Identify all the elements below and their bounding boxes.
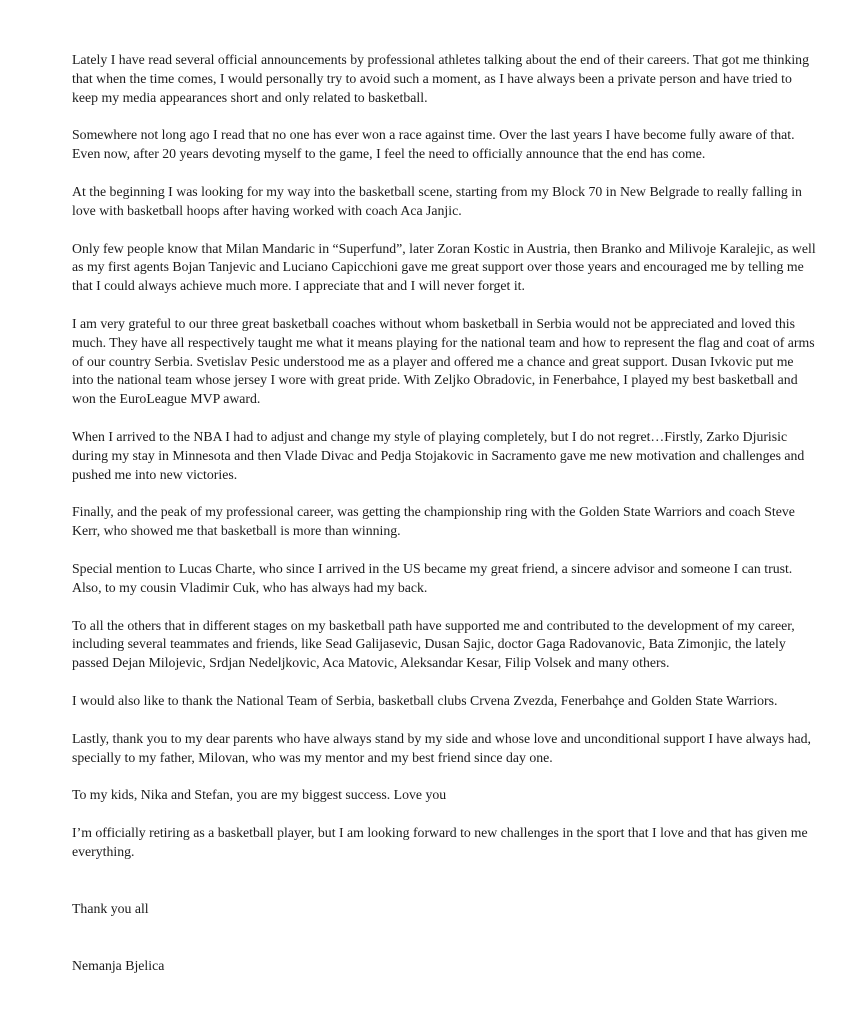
paragraph-clubs: I would also like to thank the National Team of Serbia, basketball clubs Crvena Zvezda, Fenerbahçe and Golden State Warriors.	[72, 692, 778, 708]
paragraph-parents: Lastly, thank you to my dear parents who have always stand by my side and whose love and unconditional support I have always had, specially to my father, Milovan, who was my mentor and my best friend since day one.	[72, 730, 811, 765]
paragraph-nba: When I arrived to the NBA I had to adjust and change my style of playing completely, but I do not regret…Firstly, Zarko Djurisic during my stay in Minnesota and then Vlade Divac and Pedja Stojakovic in Sacramento gave me new motivation and challenges and pushed me into new victories.	[72, 428, 805, 482]
paragraph-retirement-intro: Lately I have read several official announcements by professional athletes talking about the end of their careers. That got me thinking that when the time comes, I would personally try to avoid such a moment, as I have always been a private person and have tried to keep my media appearances short and only related to basketball.	[72, 52, 809, 105]
paragraph-coaches: I am very grateful to our three great basketball coaches without whom basketball in Serbia would not be appreciated and loved this much. They have all respectively taught me what it means playing for the national team and how to represent the flag and coat of arms of our country Serbia. Svetislav Pesic understood me as a player and offered me a chance and great support. Dusan Ivkovic put me into the national team whose jersey I wore with great pride. With Zeljko Obradovic, in Fenerbahce, I played my best basketball and won the EuroLeague MVP award.	[72, 315, 815, 407]
paragraph-others: To all the others that in different stages on my basketball path have supported me and contributed to the development of my career, including several teammates and friends, like Sead Galijasevic, Dusan Sajic, doctor Gaga Radovanovic, Bata Zimonjic, the lately passed Dejan Milojevic, Srdjan Nedeljkovic, Aca Matovic, Aleksandar Kesar, Filip Volsek and many others.	[72, 617, 795, 671]
paragraph-race-against-time: Somewhere not long ago I read that no one has ever won a race against time. Over the last years I have become fully aware of that. Even now, after 20 years devoting myself to the game, I feel the need to officially announce that the end has come.	[72, 127, 795, 162]
paragraph-early-support: Only few people know that Milan Mandaric in “Superfund”, later Zoran Kostic in Austria, then Branko and Milivoje Karalejic, as well as my first agents Bojan Tanjevic and Luciano Capicchioni gave me great support over those years and encouraged me by telling me that I could always achieve much more. I appreciate that and I will never forget it.	[72, 240, 816, 294]
signature-name: Nemanja Bjelica	[72, 957, 165, 973]
letter-body	[72, 51, 817, 975]
paragraph-kids: To my kids, Nika and Stefan, you are my biggest success. Love you	[72, 787, 447, 803]
paragraph-special-mention: Special mention to Lucas Charte, who since I arrived in the US became my great friend, a sincere advisor and someone I can trust. Also, to my cousin Vladimir Cuk, who has always had my back.	[72, 560, 793, 595]
closing-line: Thank you all	[72, 900, 149, 916]
paragraph-championship: Finally, and the peak of my professional career, was getting the championship ring with the Golden State Warriors and coach Steve Kerr, who showed me that basketball is more than winning.	[72, 504, 795, 539]
paragraph-beginnings: At the beginning I was looking for my way into the basketball scene, starting from my Block 70 in New Belgrade to really falling in love with basketball hoops after having worked with coach Aca Janjic.	[72, 183, 802, 218]
paragraph-retiring: I’m officially retiring as a basketball player, but I am looking forward to new challenges in the sport that I love and that has given me everything.	[72, 825, 808, 859]
